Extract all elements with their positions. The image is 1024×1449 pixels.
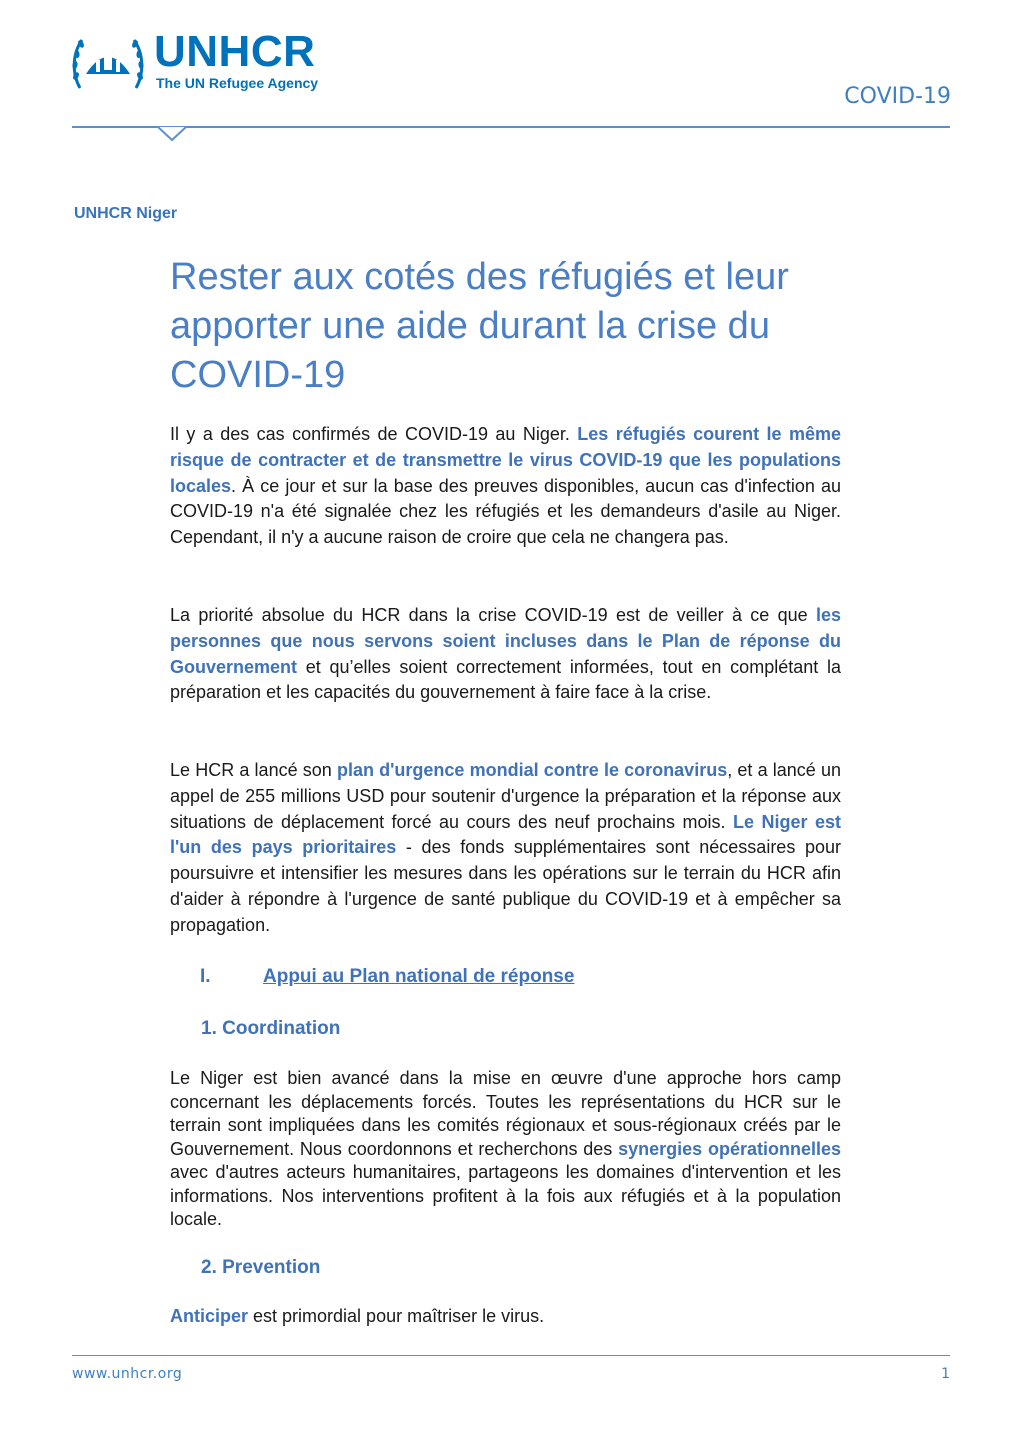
section-heading bbox=[200, 966, 574, 988]
paragraph-appeal bbox=[170, 758, 841, 939]
paragraph-text: - des fonds supplémentaires sont nécessaires pour poursuivre et intensifier les mesures dans les opérations sur le terrain du HCR afin d'aider à répondre à l'urgence de santé publique du COVID-19 et à empêcher sa propagation. bbox=[170, 837, 841, 935]
page-number: 1 bbox=[941, 1366, 950, 1382]
paragraph-priority bbox=[170, 603, 841, 706]
header-divider bbox=[72, 126, 950, 128]
paragraph-prevention bbox=[170, 1304, 841, 1330]
office-name: UNHCR Niger bbox=[74, 205, 178, 222]
highlight-text: Le Niger est l'un des pays prioritaires bbox=[170, 811, 841, 858]
paragraph-text: , et a lancé un appel de 255 millions USD pour soutenir d'urgence la préparation et la réponse aux situations de déplacement forcé au cours des neuf prochains mois. bbox=[170, 760, 841, 832]
section-number: I. bbox=[200, 966, 211, 987]
paragraph-text: avec d'autres acteurs humanitaires, partageons les domaines d'intervention et les informations. Nos interventions profitent à la fois aux réfugiés et à la population locale. bbox=[170, 1162, 841, 1229]
highlight-text: Anticiper bbox=[170, 1306, 249, 1326]
page-title: Rester aux cotés des réfugiés et leur apporter une aide durant la crise du COVID-19 bbox=[170, 256, 789, 396]
paragraph-intro bbox=[170, 422, 841, 551]
footer-website-link[interactable]: www.unhcr.org bbox=[72, 1366, 183, 1382]
paragraph-text: est primordial pour maîtriser le virus. bbox=[248, 1306, 545, 1326]
paragraph-coordination bbox=[170, 1067, 841, 1232]
subsection-heading-coordination: 1. Coordination bbox=[201, 1018, 341, 1039]
section-title-link[interactable]: Appui au Plan national de réponse bbox=[263, 966, 575, 987]
highlight-text: les personnes que nous servons soient incluses dans le Plan de réponse du Gouvernement bbox=[170, 605, 841, 677]
logo-tagline: The UN Refugee Agency bbox=[156, 75, 319, 91]
highlight-link[interactable]: plan d'urgence mondial contre le coronavirus bbox=[336, 760, 728, 780]
paragraph-text: Le Niger est bien avancé dans la mise en œuvre d'une approche hors camp concernant les déplacements forcés. Toutes les représentations du HCR sur le terrain sont impliquées dans les comités régionaux et sous-régionaux créés par le Gouvernement. Nous coordonnons et recherchons des bbox=[170, 1068, 841, 1159]
paragraph-text: La priorité absolue du HCR dans la crise COVID-19 est de veiller à ce que bbox=[170, 605, 816, 625]
logo-wordmark: UNHCR bbox=[154, 27, 316, 76]
paragraph-text: et qu’elles soient correctement informées, tout en complétant la préparation et les capacités du gouvernement à faire face à la crise. bbox=[170, 656, 841, 703]
subsection-heading-prevention: 2. Prevention bbox=[201, 1257, 321, 1278]
unhcr-emblem-icon bbox=[70, 30, 146, 96]
chevron-down-icon bbox=[158, 126, 186, 142]
paragraph-text: . À ce jour et sur la base des preuves disponibles, aucun cas d'infection au COVID-19 n'a été signalée chez les réfugiés et les demandeurs d'asile au Niger. Cependant, il n'y a aucune raison de croire que cela ne changera pas. bbox=[170, 475, 841, 548]
highlight-text: synergies opérationnelles bbox=[618, 1138, 841, 1159]
section-label: COVID-19 bbox=[844, 84, 951, 109]
unhcr-logo bbox=[70, 28, 350, 98]
paragraph-text: Il y a des cas confirmés de COVID-19 au Niger. bbox=[170, 424, 578, 444]
paragraph-text: Le HCR a lancé son bbox=[170, 760, 337, 780]
footer-divider bbox=[72, 1355, 950, 1356]
highlight-text: Les réfugiés courent le même risque de contracter et de transmettre le virus COVID-19 que les populations locales bbox=[170, 424, 841, 496]
